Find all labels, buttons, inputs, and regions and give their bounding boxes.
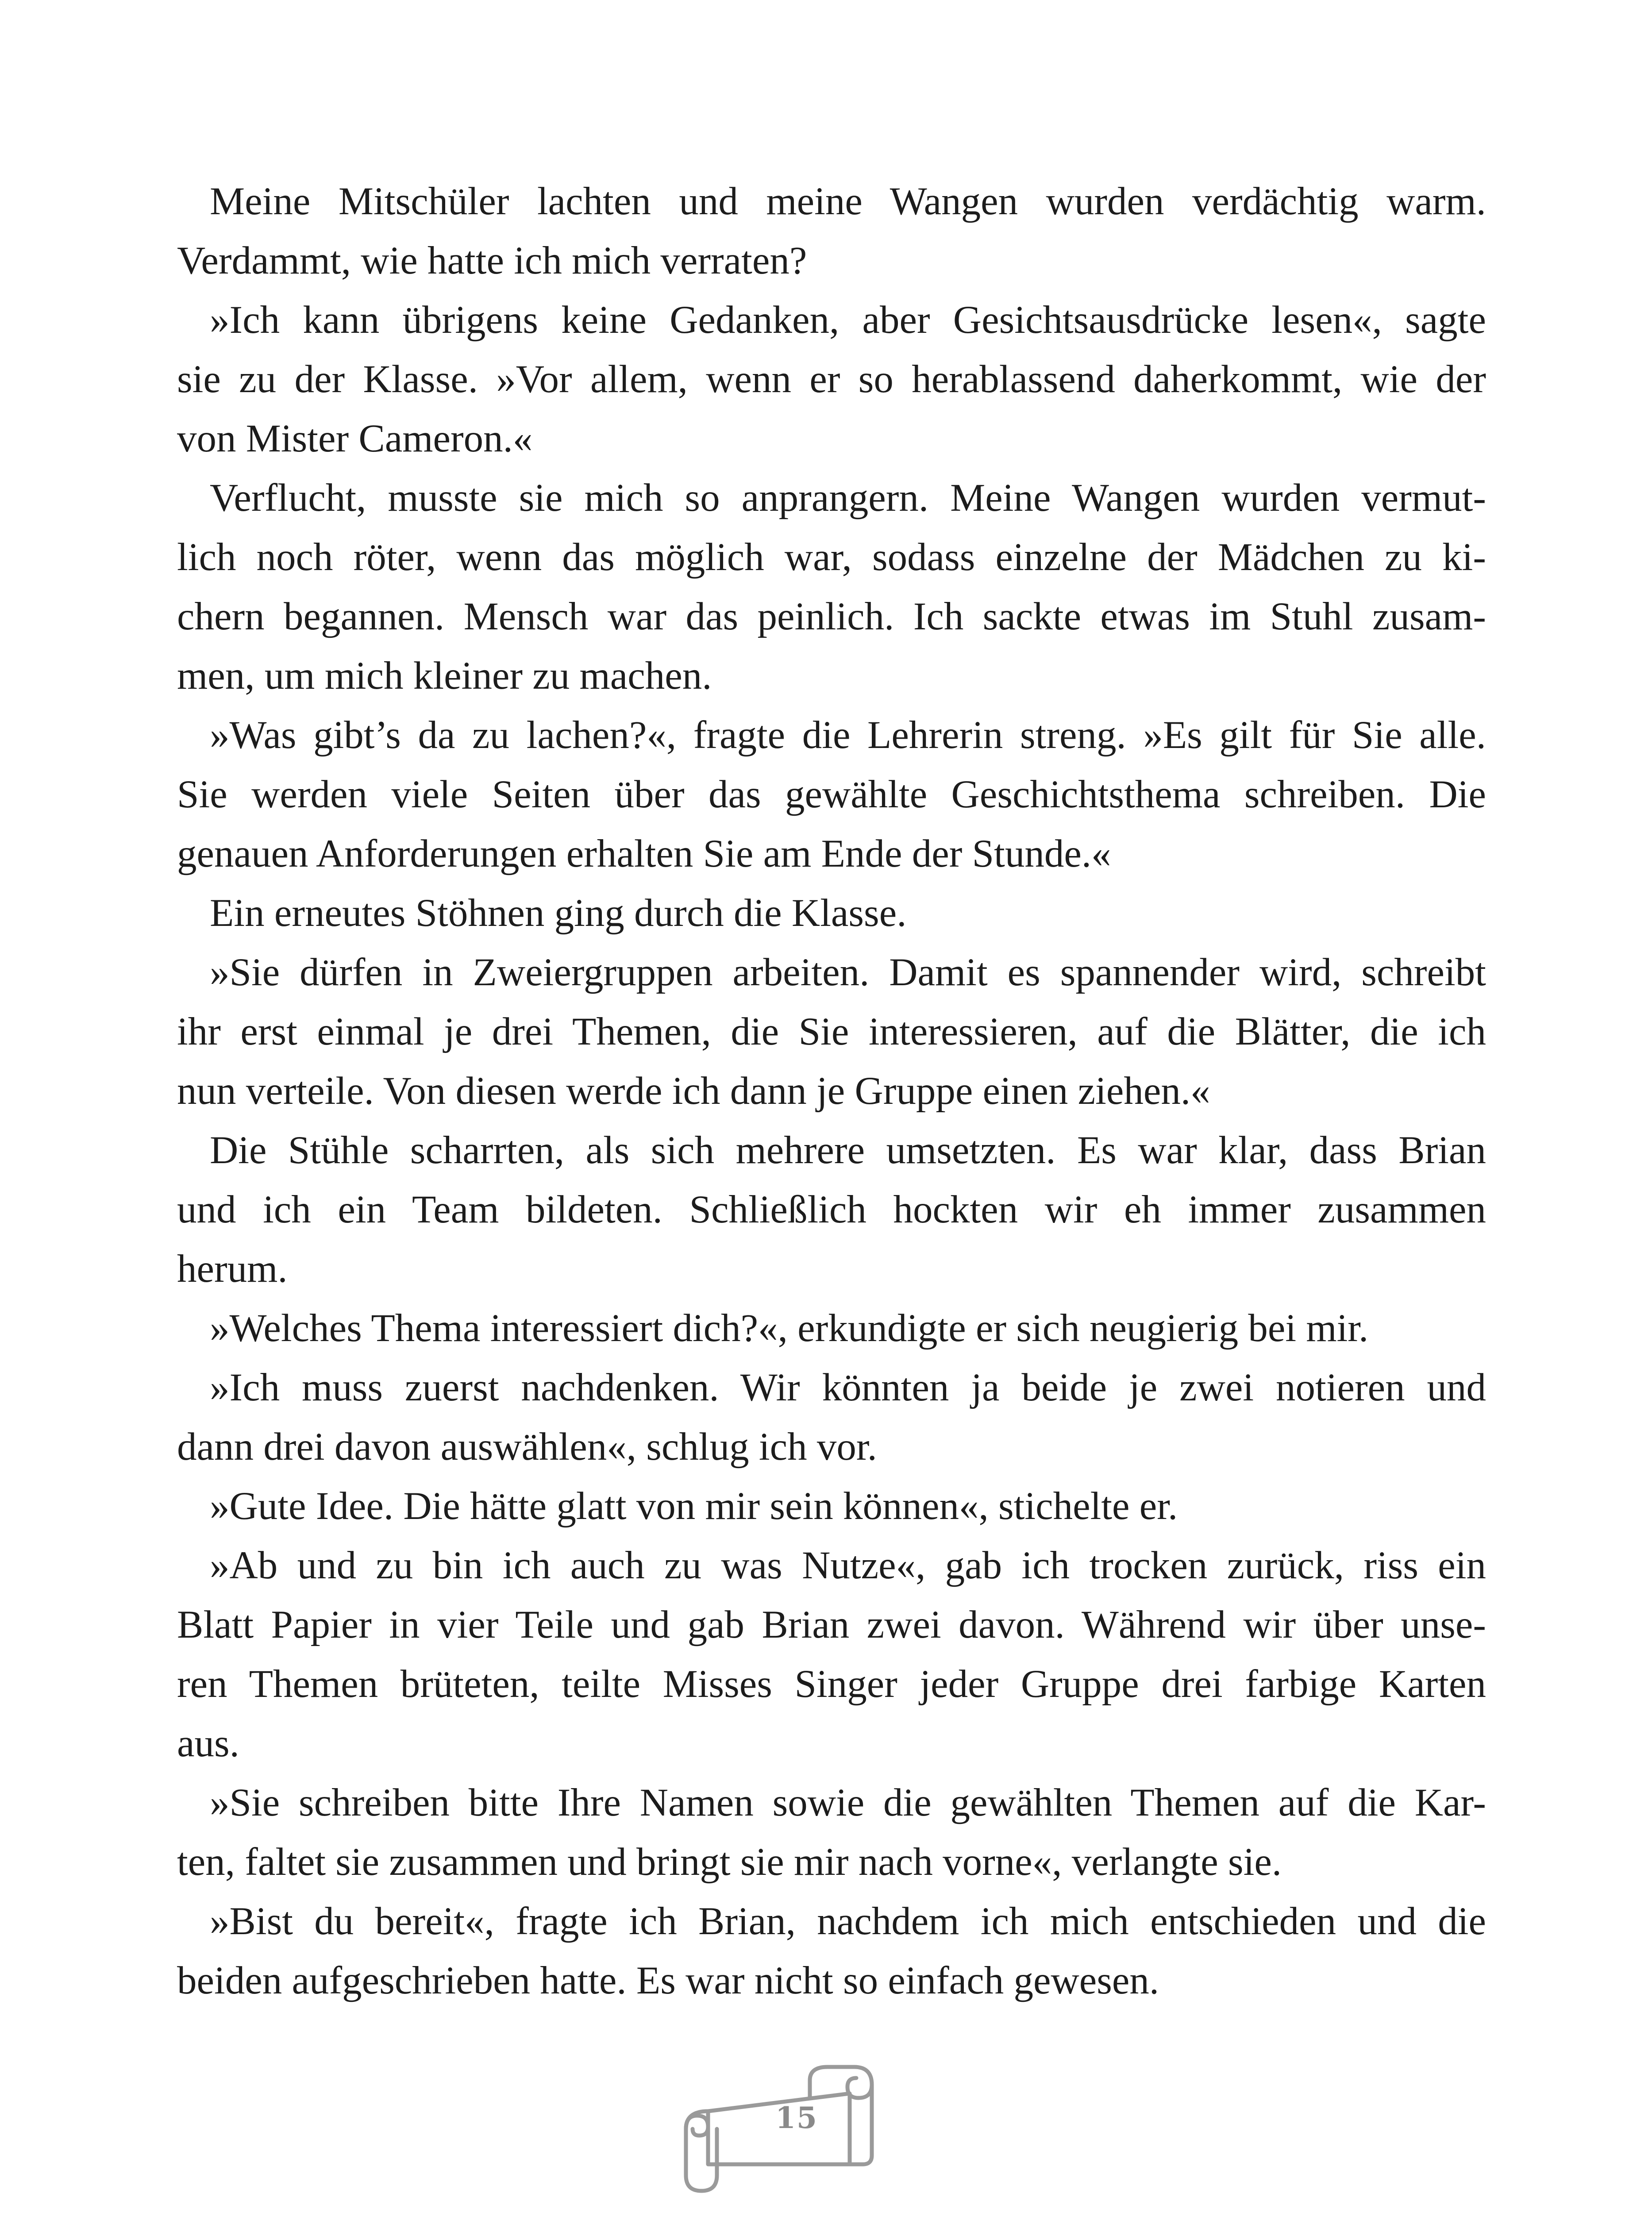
text-line: aus. — [177, 1722, 239, 1765]
paragraph — [177, 706, 1486, 883]
body-text — [177, 172, 1486, 2010]
text-line: »Sie schreiben bitte Ihre Namen sowie die gewählten Themen auf die Kar- — [210, 1781, 1486, 1824]
text-line: ten, faltet sie zusammen und bringt sie mir nach vorne«, verlangte sie. — [177, 1840, 1282, 1884]
text-line: beiden aufgeschrieben hatte. Es war nicht so einfach gewesen. — [177, 1959, 1159, 2002]
text-line: Meine Mitschüler lachten und meine Wangen wurden verdächtig warm. — [210, 180, 1486, 223]
text-line: »Welches Thema interessiert dich?«, erkundigte er sich neugierig bei mir. — [210, 1307, 1369, 1350]
text-line: genauen Anforderungen erhalten Sie am Ende der Stunde.« — [177, 832, 1111, 875]
page-number: 15 — [775, 2101, 818, 2135]
text-line: nun verteile. Von diesen werde ich dann je Gruppe einen ziehen.« — [177, 1069, 1210, 1113]
text-line: Verdammt, wie hatte ich mich verraten? — [177, 239, 807, 282]
text-line: »Ich kann übrigens keine Gedanken, aber Gesichtsausdrücke lesen«, sagte — [210, 298, 1486, 342]
text-line: »Gute Idee. Die hätte glatt von mir sein können«, stichelte er. — [210, 1484, 1178, 1528]
text-line: und ich ein Team bildeten. Schließlich hockten wir eh immer zusammen — [177, 1188, 1486, 1231]
text-line: »Bist du bereit«, fragte ich Brian, nachdem ich mich entschieden und die — [210, 1900, 1486, 1943]
text-line: »Sie dürfen in Zweiergruppen arbeiten. Damit es spannender wird, schreibt — [210, 951, 1486, 994]
paragraph — [177, 1121, 1486, 1299]
paragraph — [177, 1892, 1486, 2010]
paragraph — [177, 943, 1486, 1121]
text-line: Blatt Papier in vier Teile und gab Brian zwei davon. Während wir über unse- — [177, 1603, 1486, 1646]
text-line: sie zu der Klasse. »Vor allem, wenn er so herablassend daherkommt, wie der — [177, 358, 1486, 401]
text-line: Sie werden viele Seiten über das gewählte Geschichtsthema schreiben. Die — [177, 773, 1486, 816]
text-line: lich noch röter, wenn das möglich war, sodass einzelne der Mädchen zu ki- — [177, 536, 1486, 579]
text-line: ihr erst einmal je drei Themen, die Sie interessieren, auf die Blätter, die ich — [177, 1010, 1486, 1053]
text-line: Verflucht, musste sie mich so anprangern. Meine Wangen wurden vermut- — [210, 476, 1486, 520]
text-line: »Ich muss zuerst nachdenken. Wir könnten ja beide je zwei notieren und — [210, 1366, 1486, 1409]
text-line: herum. — [177, 1247, 288, 1291]
text-line: »Ab und zu bin ich auch zu was Nutze«, gab ich trocken zurück, riss ein — [210, 1544, 1486, 1587]
paragraph — [177, 1773, 1486, 1892]
text-line: dann drei davon auswählen«, schlug ich vor. — [177, 1425, 877, 1469]
text-line: Die Stühle scharrten, als sich mehrere umsetzten. Es war klar, dass Brian — [210, 1129, 1486, 1172]
paragraph — [177, 1536, 1486, 1773]
paragraph — [177, 883, 1486, 943]
paragraph — [177, 1358, 1486, 1477]
text-line: men, um mich kleiner zu machen. — [177, 654, 712, 698]
text-line: von Mister Cameron.« — [177, 417, 533, 460]
text-line: chern begannen. Mensch war das peinlich. Ich sackte etwas im Stuhl zusam- — [177, 595, 1486, 638]
text-line: Ein erneutes Stöhnen ging durch die Klasse. — [210, 891, 907, 935]
paragraph — [177, 172, 1486, 290]
paragraph — [177, 468, 1486, 706]
paragraph — [177, 290, 1486, 468]
paragraph — [177, 1477, 1486, 1536]
paragraph — [177, 1299, 1486, 1358]
text-line: »Was gibt’s da zu lachen?«, fragte die Lehrerin streng. »Es gilt für Sie alle. — [210, 713, 1486, 757]
text-line: ren Themen brüteten, teilte Misses Singer jeder Gruppe drei farbige Karten — [177, 1662, 1486, 1706]
